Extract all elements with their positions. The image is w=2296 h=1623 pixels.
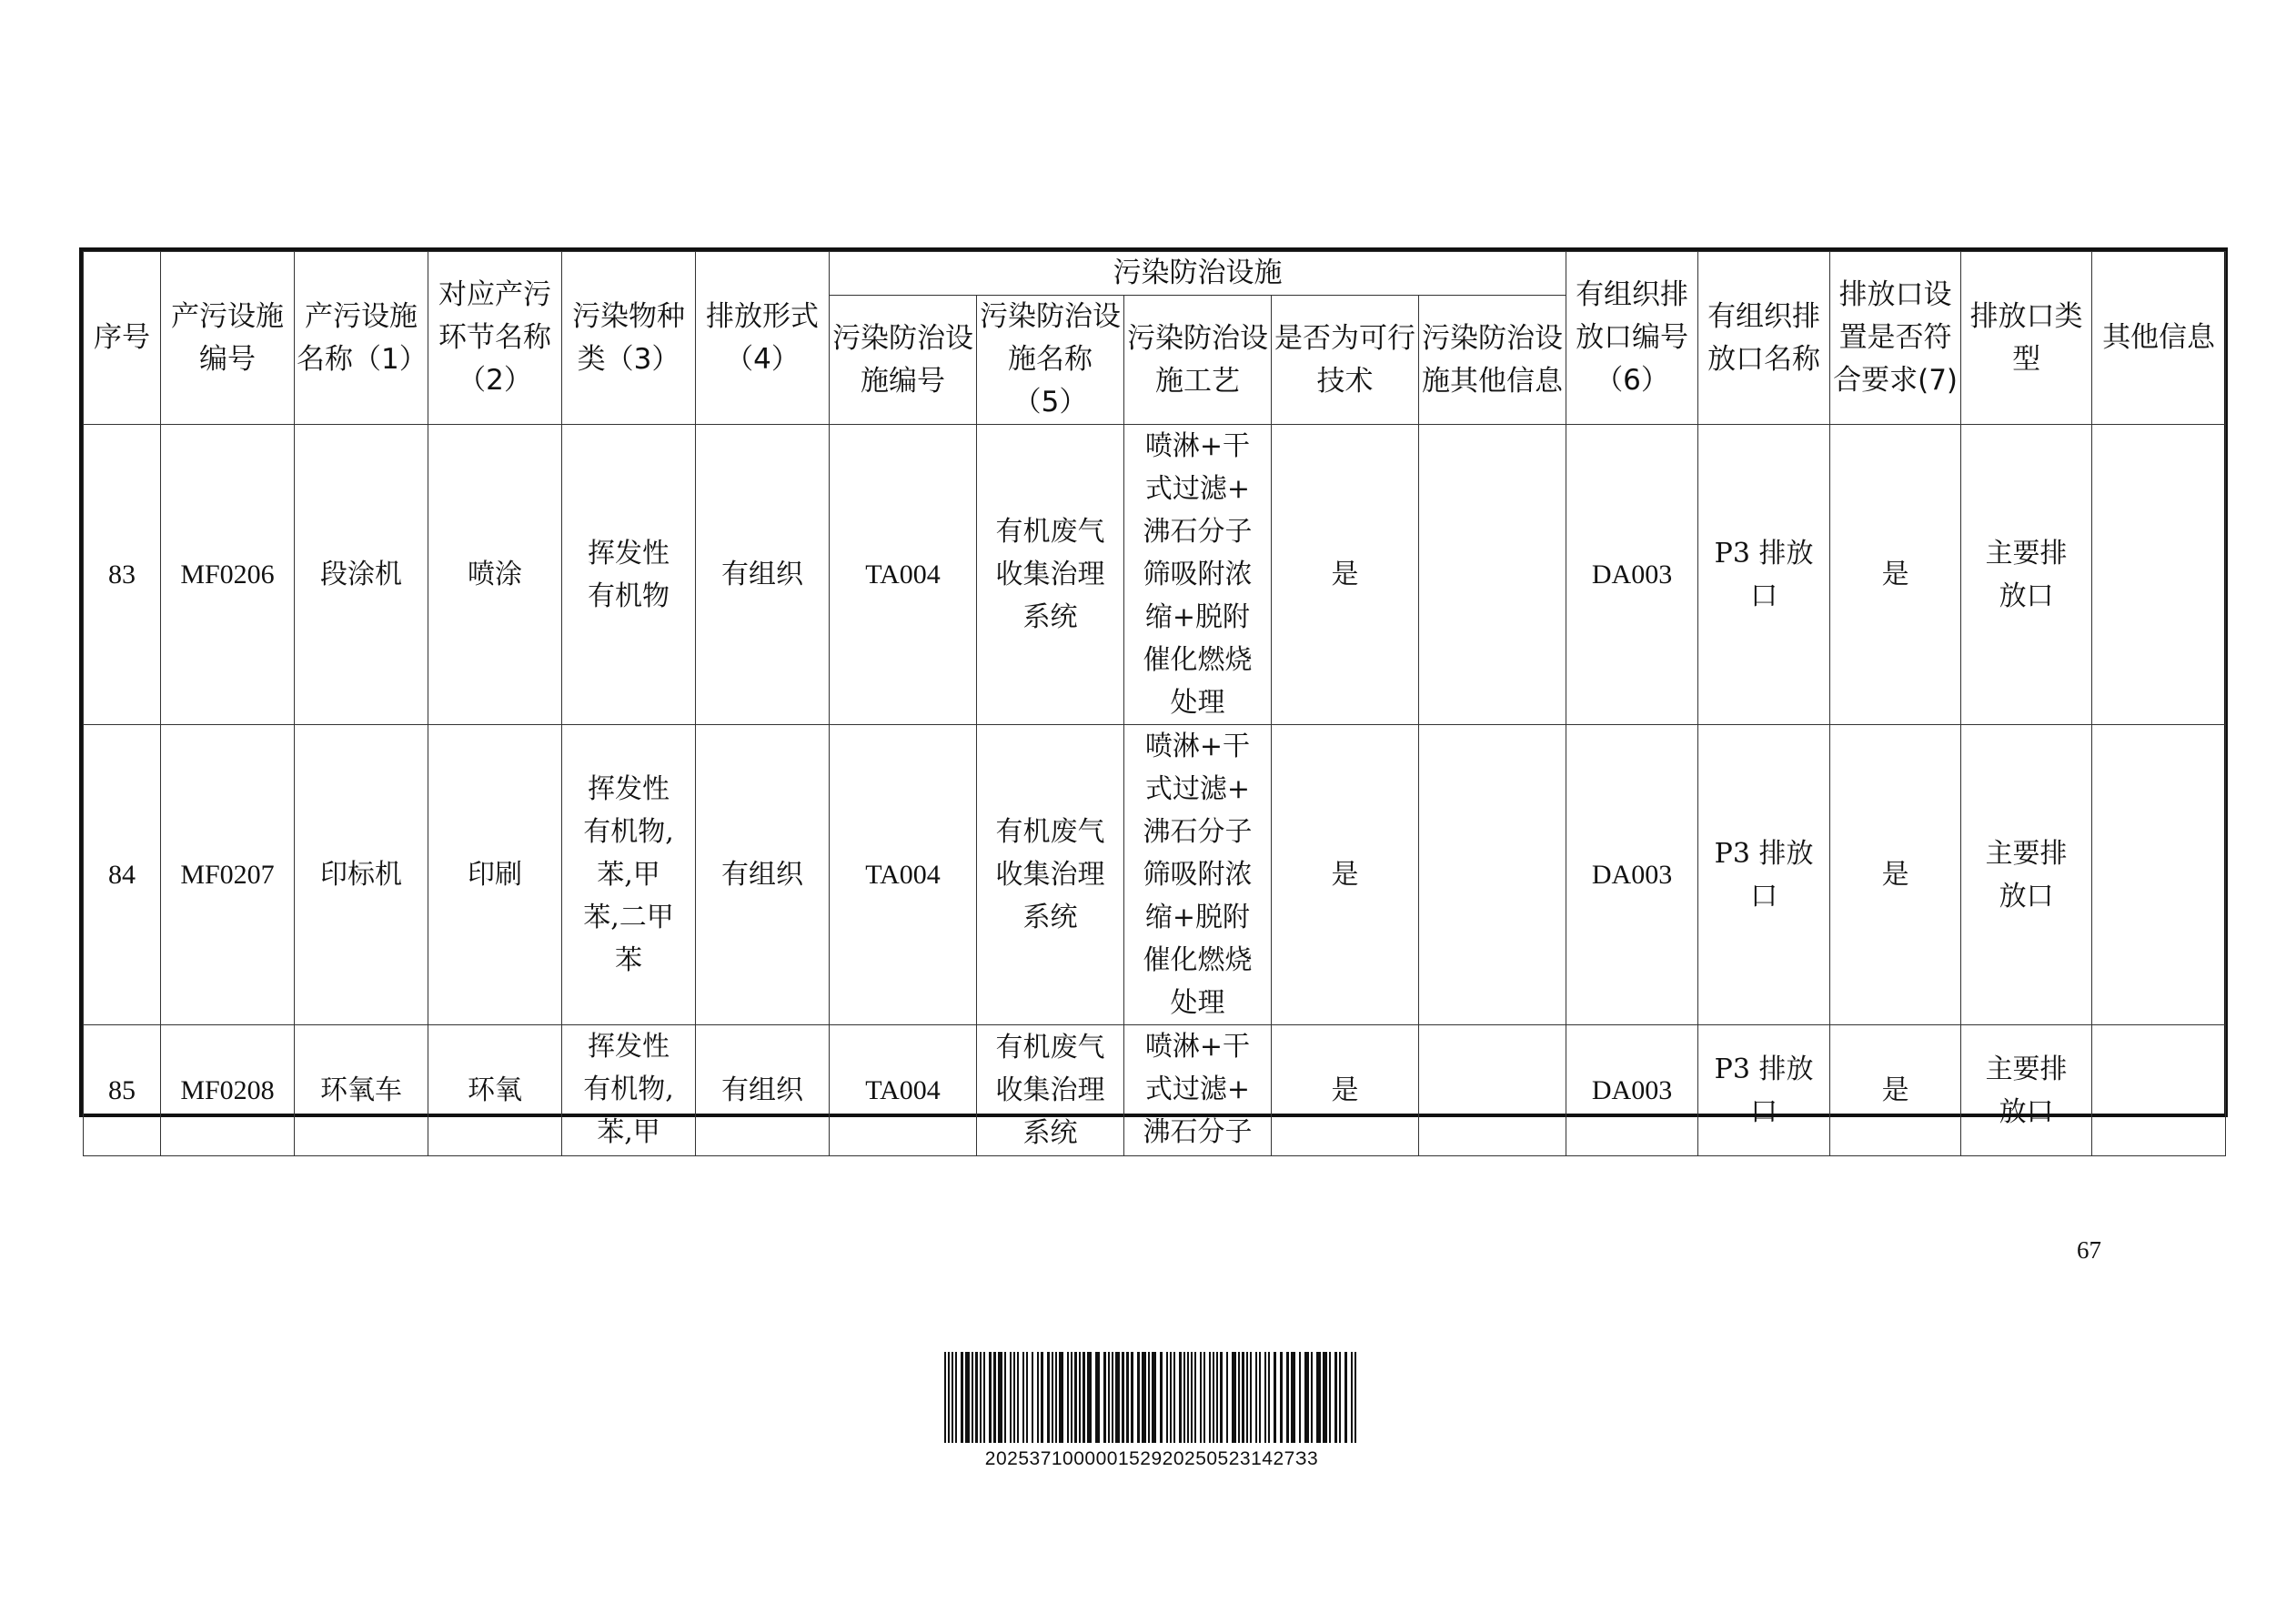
cell-outlet-name: P3 排放 口 [1698, 725, 1830, 1025]
header-feasible: 是否为可行 技术 [1272, 296, 1419, 425]
cell-feasible: 是 [1272, 1025, 1419, 1156]
cell-seq: 85 [84, 1025, 161, 1156]
cell-control-process: 喷淋+干 式过滤+ 沸石分子 [1124, 1025, 1272, 1156]
cell-control-code: TA004 [830, 725, 977, 1025]
cell-outlet-code: DA003 [1566, 425, 1698, 725]
cell-process-name: 喷涂 [428, 425, 562, 725]
cell-facility-name: 印标机 [295, 725, 428, 1025]
cell-control-process: 喷淋+干 式过滤+ 沸石分子 筛吸附浓 缩+脱附 催化燃烧 处理 [1124, 425, 1272, 725]
cell-other [2092, 425, 2226, 725]
header-facility-code: 产污设施 编号 [161, 252, 295, 425]
cell-pollutant: 挥发性 有机物, 苯,甲 [562, 1025, 696, 1156]
cell-pollutant: 挥发性 有机物 [562, 425, 696, 725]
cell-process-name: 环氧 [428, 1025, 562, 1156]
barcode-number: 2025371000001529202505231427З3 [984, 1448, 1319, 1469]
cell-outlet-type: 主要排 放口 [1961, 425, 2092, 725]
header-row-1 [84, 252, 2226, 296]
header-control-other: 污染防治设 施其他信息 [1419, 296, 1566, 425]
cell-seq: 84 [84, 725, 161, 1025]
barcode [942, 1352, 1361, 1443]
header-outlet-code: 有组织排 放口编号 （6） [1566, 252, 1698, 425]
table-row [84, 425, 2226, 725]
header-control-code: 污染防治设 施编号 [830, 296, 977, 425]
cell-emission-form: 有组织 [696, 425, 830, 725]
cell-outlet-name: P3 排放 口 [1698, 425, 1830, 725]
cell-facility-name: 段涂机 [295, 425, 428, 725]
header-other: 其他信息 [2092, 252, 2226, 425]
header-outlet-compliant: 排放口设 置是否符 合要求(7) [1830, 252, 1961, 425]
header-facility-name: 产污设施 名称（1） [295, 252, 428, 425]
cell-feasible: 是 [1272, 425, 1419, 725]
cell-control-other [1419, 725, 1566, 1025]
page-number: 67 [2077, 1236, 2101, 1264]
cell-facility-code: MF0206 [161, 425, 295, 725]
header-pollutant: 污染物种 类（3） [562, 252, 696, 425]
cell-control-name: 有机废气 收集治理 系统 [977, 725, 1124, 1025]
cell-outlet-name: P3 排放 口 [1698, 1025, 1830, 1156]
emission-facility-table-frame [79, 247, 2228, 1149]
cell-pollutant: 挥发性 有机物, 苯,甲 苯,二甲 苯 [562, 725, 696, 1025]
cell-control-other [1419, 1025, 1566, 1156]
cell-control-code: TA004 [830, 1025, 977, 1156]
cell-outlet-type: 主要排 放口 [1961, 725, 2092, 1025]
cell-control-other [1419, 425, 1566, 725]
header-emission-form: 排放形式 （4） [696, 252, 830, 425]
cell-other [2092, 725, 2226, 1025]
header-control-group: 污染防治设施 [830, 252, 1566, 296]
cell-outlet-code: DA003 [1566, 725, 1698, 1025]
cell-outlet-type: 主要排 放口 [1961, 1025, 2092, 1156]
cell-control-process: 喷淋+干 式过滤+ 沸石分子 筛吸附浓 缩+脱附 催化燃烧 处理 [1124, 725, 1272, 1025]
header-seq: 序号 [84, 252, 161, 425]
cell-control-name: 有机废气 收集治理 系统 [977, 425, 1124, 725]
table-row [84, 725, 2226, 1025]
cell-feasible: 是 [1272, 725, 1419, 1025]
cell-process-name: 印刷 [428, 725, 562, 1025]
cell-control-name: 有机废气 收集治理 系统 [977, 1025, 1124, 1156]
cell-outlet-compliant: 是 [1830, 425, 1961, 725]
header-outlet-name: 有组织排 放口名称 [1698, 252, 1830, 425]
table-row [84, 1025, 2226, 1156]
cell-outlet-compliant: 是 [1830, 725, 1961, 1025]
cell-outlet-code: DA003 [1566, 1025, 1698, 1156]
header-control-process: 污染防治设 施工艺 [1124, 296, 1272, 425]
header-control-name: 污染防治设 施名称（5） [977, 296, 1124, 425]
cell-emission-form: 有组织 [696, 725, 830, 1025]
cell-facility-name: 环氧车 [295, 1025, 428, 1156]
cell-emission-form: 有组织 [696, 1025, 830, 1156]
cell-outlet-compliant: 是 [1830, 1025, 1961, 1156]
cell-control-code: TA004 [830, 425, 977, 725]
header-outlet-type: 排放口类 型 [1961, 252, 2092, 425]
header-process-name: 对应产污 环节名称 （2） [428, 252, 562, 425]
cell-seq: 83 [84, 425, 161, 725]
cell-facility-code: MF0208 [161, 1025, 295, 1156]
emission-facility-table [83, 251, 2226, 1156]
cell-facility-code: MF0207 [161, 725, 295, 1025]
cell-other [2092, 1025, 2226, 1156]
